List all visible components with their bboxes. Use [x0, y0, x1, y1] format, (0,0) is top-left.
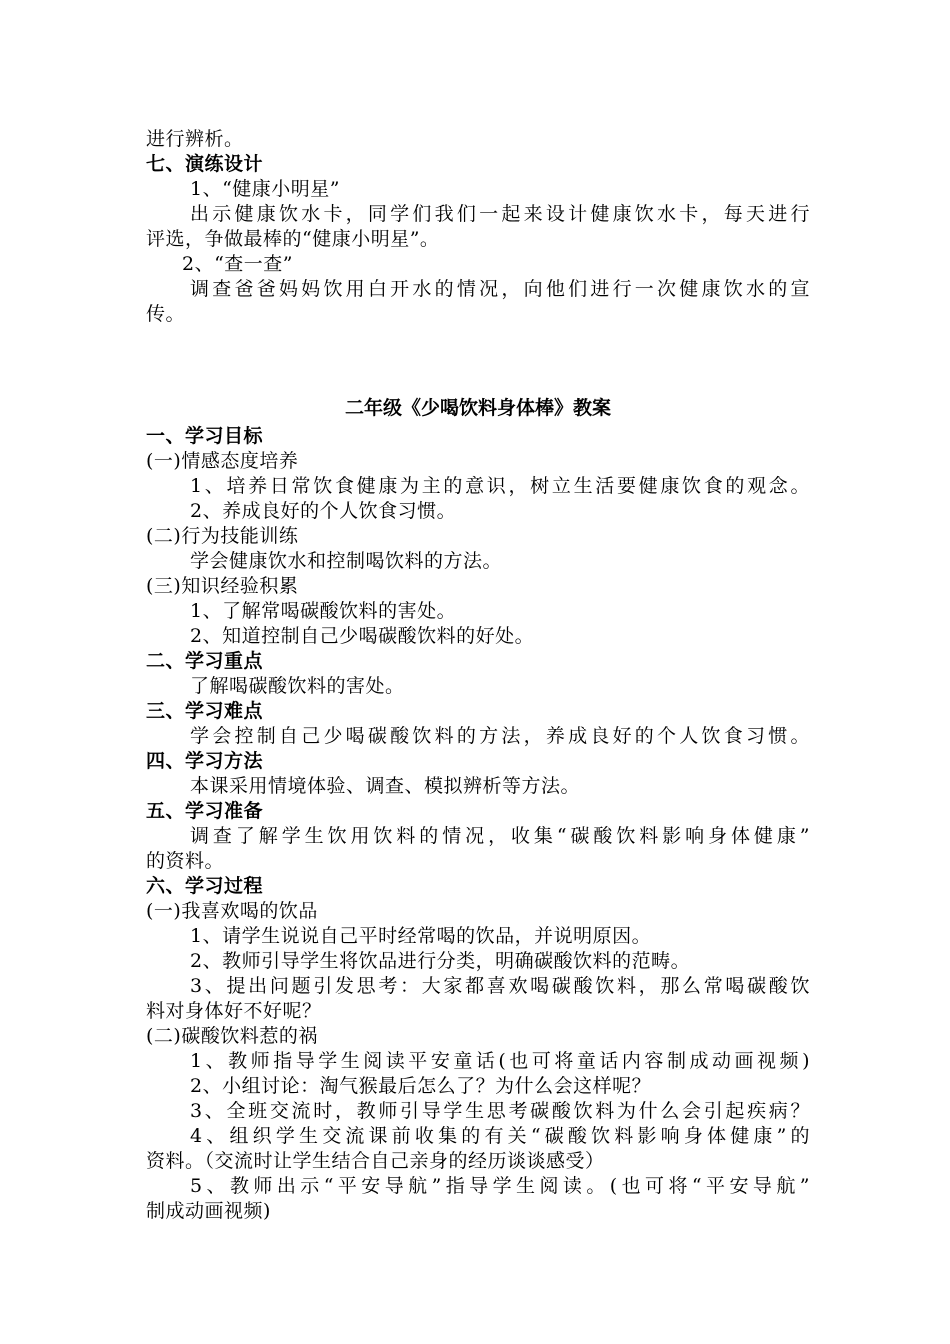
subsection-heading: (一)我喜欢喝的饮品 [146, 900, 318, 922]
text-line: 资料。（交流时让学生结合自己亲身的经历谈谈感受） [146, 1150, 605, 1172]
section-heading: 一、学习目标 [146, 425, 264, 447]
text-line: 3、提出问题引发思考：大家都喜欢喝碳酸饮料，那么常喝碳酸饮 [190, 975, 810, 997]
text-line: 评选，争做最棒的“健康小明星”。 [146, 228, 440, 250]
section-heading: 四、学习方法 [146, 750, 264, 772]
text-line: 2、小组讨论：淘气猴最后怎么了？为什么会这样呢？ [190, 1075, 652, 1097]
text-line: 1、请学生说说自己平时经常喝的饮品，并说明原因。 [190, 925, 652, 947]
section-heading: 二、学习重点 [146, 650, 264, 672]
text-line: 学会控制自己少喝碳酸饮料的方法，养成良好的个人饮食习惯。 [190, 725, 810, 747]
text-line: 调查了解学生饮用饮料的情况，收集“碳酸饮料影响身体健康” [190, 825, 810, 847]
text-line: 2、知道控制自己少喝碳酸饮料的好处。 [190, 625, 535, 647]
text-line: 2、养成良好的个人饮食习惯。 [190, 500, 457, 522]
text-line: 了解喝碳酸饮料的害处。 [190, 675, 405, 697]
subsection-heading: (三)知识经验积累 [146, 575, 299, 597]
text-line: 1、“健康小明星” [190, 178, 341, 200]
text-line: 学会健康饮水和控制喝饮料的方法。 [190, 550, 503, 572]
text-line: 3、全班交流时，教师引导学生思考碳酸饮料为什么会引起疾病？ [190, 1100, 810, 1122]
text-line: 出示健康饮水卡，同学们我们一起来设计健康饮水卡，每天进行 [190, 203, 810, 225]
subsection-heading: (二)行为技能训练 [146, 525, 299, 547]
section-heading: 七、演练设计 [146, 153, 264, 175]
subsection-heading: (二)碳酸饮料惹的祸 [146, 1025, 318, 1047]
section-heading: 三、学习难点 [146, 700, 264, 722]
text-line: 调查爸爸妈妈饮用白开水的情况，向他们进行一次健康饮水的宣 [190, 278, 810, 300]
text-line: 1、了解常喝碳酸饮料的害处。 [190, 600, 457, 622]
text-line: 本课采用情境体验、调查、模拟辨析等方法。 [190, 775, 581, 797]
text-line: 2、教师引导学生将饮品进行分类，明确碳酸饮料的范畴。 [190, 950, 691, 972]
subsection-heading: (一)情感态度培养 [146, 450, 299, 472]
text-line: 1、教师指导学生阅读平安童话(也可将童话内容制成动画视频) [190, 1050, 810, 1072]
text-line: 进行辨析。 [146, 128, 244, 150]
text-line: 传。 [146, 303, 186, 325]
text-line: 的资料。 [146, 850, 225, 872]
section-heading: 六、学习过程 [146, 875, 264, 897]
section-heading: 五、学习准备 [146, 800, 264, 822]
text-line: 料对身体好不好呢？ [146, 1000, 322, 1022]
text-line: 制成动画视频) [146, 1200, 271, 1222]
text-line: 5、教师出示“平安导航”指导学生阅读。(也可将“平安导航” [190, 1175, 810, 1197]
text-line: 2、“查一查” [182, 253, 294, 275]
text-line: 4、组织学生交流课前收集的有关“碳酸饮料影响身体健康”的 [190, 1125, 810, 1147]
document-title: 二年级《少喝饮料身体棒》教案 [344, 397, 611, 419]
text-line: 1、培养日常饮食健康为主的意识，树立生活要健康饮食的观念。 [190, 475, 810, 497]
